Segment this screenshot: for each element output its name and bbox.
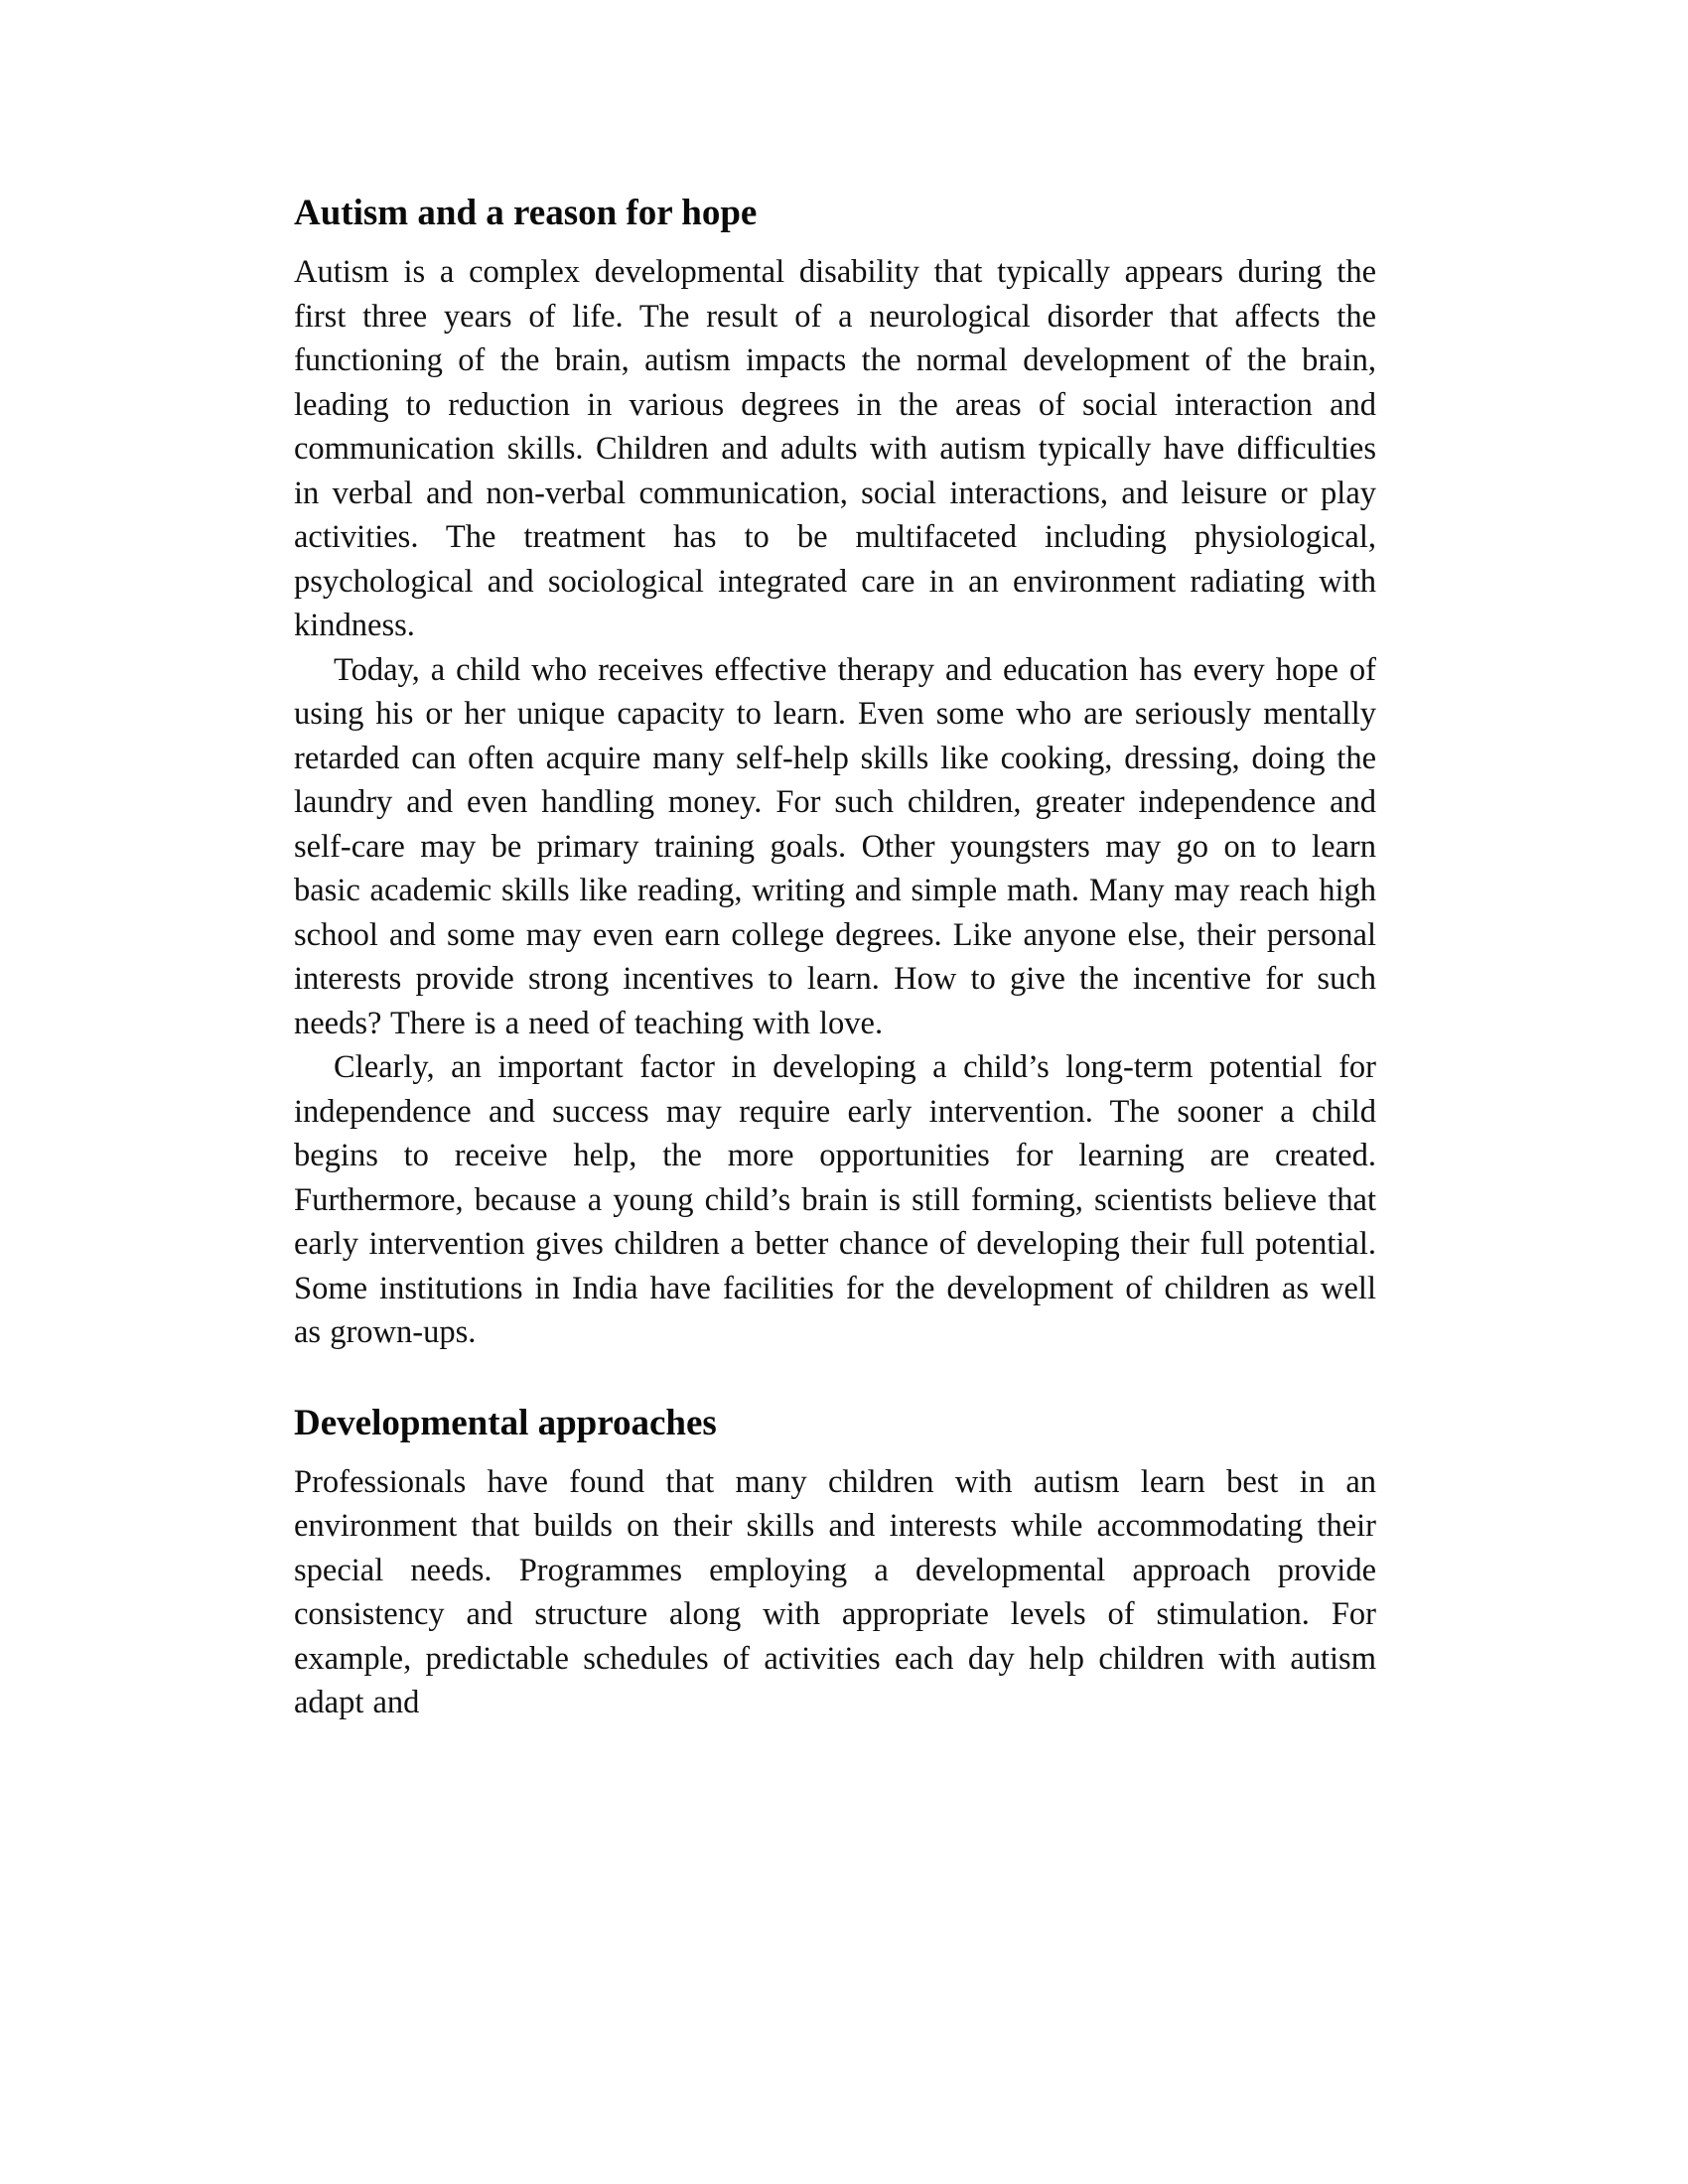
paragraph: Professionals have found that many children with autism learn best in an environment that builds on their skills and interests while accommodating their special needs. Programmes employing a developmental approach provide consistency and structure along with appropriate levels of stimulation. For example, predictable schedules of activities each day help children with autism adapt and — [294, 1463, 1376, 1720]
section-autism-and-hope — [294, 191, 1376, 1355]
document-page — [294, 191, 1376, 1725]
paragraph: Today, a child who receives effective therapy and education has every hope of using his or her unique capacity to learn. Even some who are seriously mentally retarded can often acquire many self-help skills like cooking, dressing, doing the laundry and even handling money. For such children, greater independence and self-care may be primary training goals. Other youngsters may go on to learn basic academic skills like reading, writing and simple math. Many may reach high school and some may even earn college degrees. Like anyone else, their personal interests provide strong incentives to learn. How to give the incentive for such needs? There is a need of teaching with love. — [294, 651, 1376, 1041]
paragraph: Autism is a complex developmental disability that typically appears during the first three years of life. The result of a neurological disorder that affects the functioning of the brain, autism impacts the normal development of the brain, leading to reduction in various degrees in the areas of social interaction and communication skills. Children and adults with autism typically have difficulties in verbal and non-verbal communication, social interactions, and leisure or play activities. The treatment has to be multifaceted including physiological, psychological and sociological integrated care in an environment radiating with kindness. — [294, 254, 1376, 643]
paragraph: Clearly, an important factor in developing a child’s long-term potential for independence and success may require early intervention. The sooner a child begins to receive help, the more opportunities for learning are created. Furthermore, because a young child’s brain is still forming, scientists believe that early intervention gives children a better chance of developing their full potential. Some institutions in India have facilities for the development of children as well as grown-ups. — [294, 1049, 1376, 1350]
section-heading: Autism and a reason for hope — [294, 193, 758, 233]
section-developmental-approaches — [294, 1401, 1376, 1725]
section-heading: Developmental approaches — [294, 1402, 717, 1443]
